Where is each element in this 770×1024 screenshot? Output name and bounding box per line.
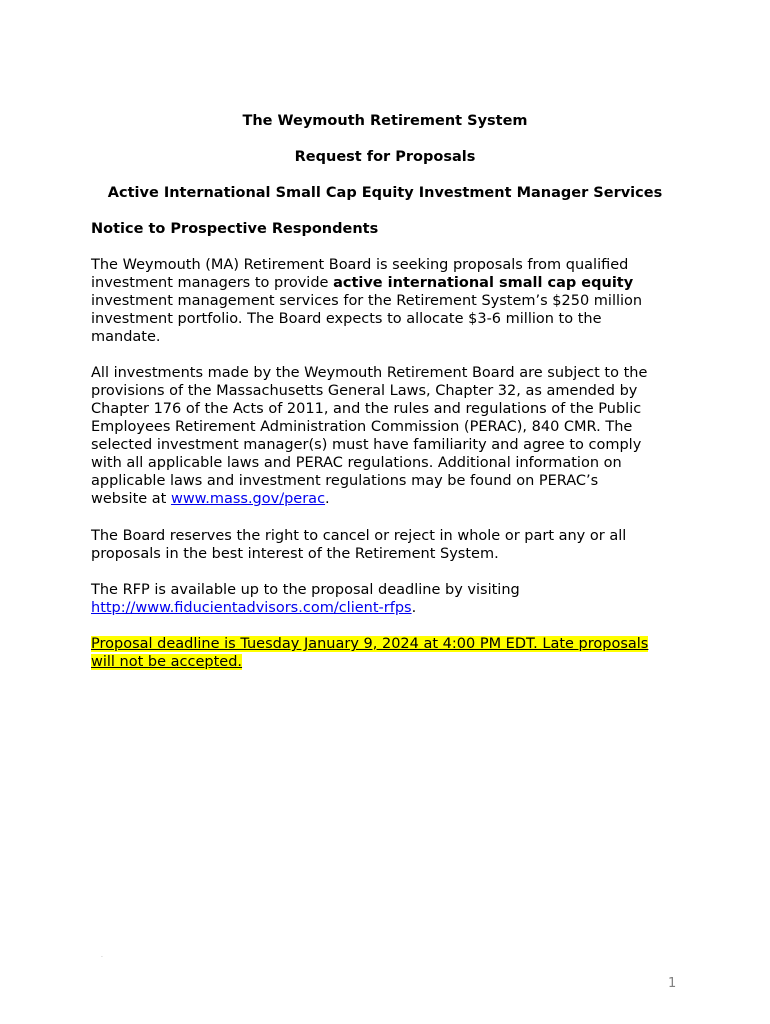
paragraph-line: Employees Retirement Administration Commission (PERAC), 840 CMR. The bbox=[91, 419, 633, 435]
page-number: 1 bbox=[668, 976, 677, 991]
paragraph-line: All investments made by the Weymouth Retirement Board are subject to the bbox=[91, 365, 648, 381]
service-title: Active International Small Cap Equity Investment Manager Services bbox=[107, 185, 663, 201]
bold-text: active international small cap equity bbox=[333, 275, 634, 291]
paragraph-intro bbox=[91, 256, 691, 346]
paragraph-line bbox=[91, 653, 691, 671]
deadline-notice bbox=[91, 635, 691, 671]
paragraph-line: provisions of the Massachusetts General Laws, Chapter 32, as amended by bbox=[91, 383, 638, 399]
paragraph-line bbox=[91, 490, 691, 508]
paragraph-line: The RFP is available up to the proposal deadline by visiting bbox=[91, 582, 520, 598]
text-run: . bbox=[411, 600, 417, 616]
highlighted-text: will not be accepted. bbox=[91, 654, 243, 670]
document-subtitle: Request for Proposals bbox=[294, 149, 476, 165]
paragraph-line: applicable laws and investment regulations may be found on PERAC’s bbox=[91, 473, 599, 489]
paragraph-line bbox=[91, 274, 691, 292]
paragraph-line: with all applicable laws and PERAC regulations. Additional information on bbox=[91, 455, 622, 471]
paragraph-reservation bbox=[91, 527, 691, 563]
perac-website-link[interactable]: www.mass.gov/perac bbox=[170, 491, 326, 507]
paragraph-line: investment portfolio. The Board expects to allocate $3-6 million to the bbox=[91, 311, 602, 327]
document-title: The Weymouth Retirement System bbox=[242, 113, 528, 129]
paragraph-regulations bbox=[91, 364, 691, 508]
paragraph-line: selected investment manager(s) must have familiarity and agree to comply bbox=[91, 437, 642, 453]
paragraph-line: The Weymouth (MA) Retirement Board is seeking proposals from qualified bbox=[91, 257, 629, 273]
paragraph-rfp-availability bbox=[91, 581, 691, 617]
text-run: investment managers to provide bbox=[91, 275, 334, 291]
paragraph-line: investment management services for the Retirement System’s $250 million bbox=[91, 293, 643, 309]
rfp-download-link[interactable]: http://www.fiducientadvisors.com/client-rfps bbox=[91, 600, 412, 616]
paragraph-line: The Board reserves the right to cancel or reject in whole or part any or all bbox=[91, 528, 627, 544]
text-run: website at bbox=[91, 491, 171, 507]
text-run: . bbox=[325, 491, 330, 507]
notice-heading: Notice to Prospective Respondents bbox=[91, 221, 379, 237]
stray-mark: . bbox=[101, 952, 103, 959]
paragraph-line: Chapter 176 of the Acts of 2011, and the rules and regulations of the Public bbox=[91, 401, 642, 417]
paragraph-line bbox=[91, 599, 691, 617]
paragraph-line: mandate. bbox=[91, 329, 161, 345]
paragraph-line bbox=[91, 635, 691, 653]
highlighted-text: Proposal deadline is Tuesday January 9, 2024 at 4:00 PM EDT. Late proposals bbox=[91, 636, 649, 652]
paragraph-line: proposals in the best interest of the Retirement System. bbox=[91, 546, 499, 562]
